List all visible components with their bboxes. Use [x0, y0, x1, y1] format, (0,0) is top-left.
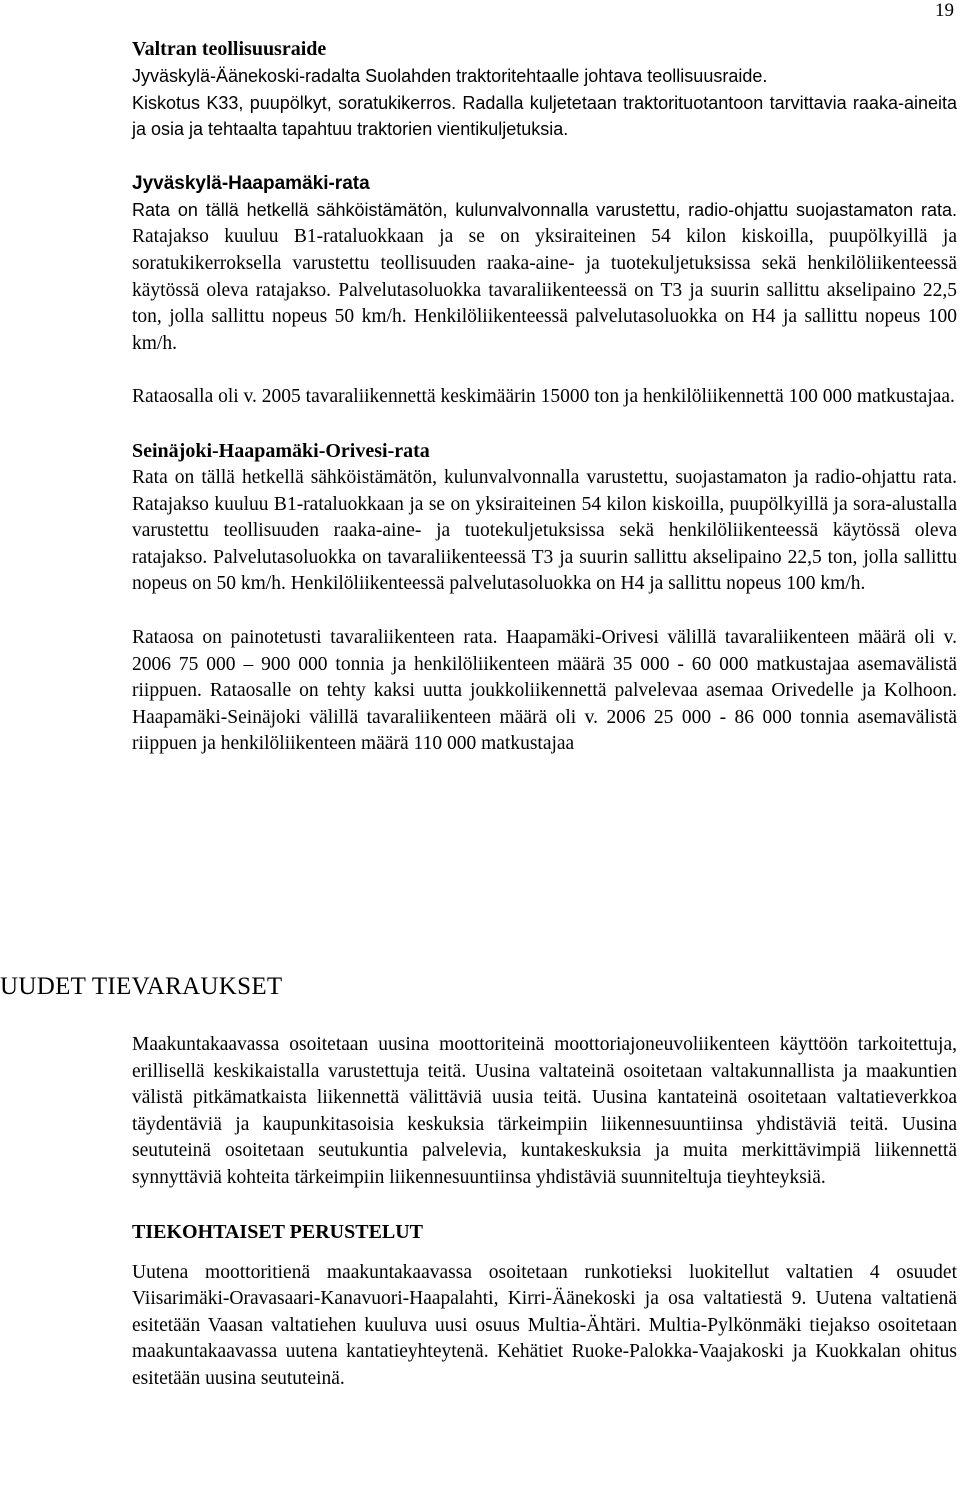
jyvaskyla-paragraph-1a: Rata on tällä hetkellä sähköistämätön, kulunvalvonnalla varustettu, radio-ohjattu suojastamaton rata. — [132, 199, 957, 220]
heading-uudet-tievaraukset: UUDET TIEVARAUKSET — [0, 973, 283, 1000]
tiekohtaiset-paragraph: Uutena moottoritienä maakuntakaavassa osoitetaan runkotieksi luokitellut valtatien 4 osuudet Viisarimäki-Oravasaari-Kanavuori-Haapalahti, Kirri-Äänekoski ja osa valtatiestä 9. Uutena valtatienä esitetään Vaasan valtatiehen kuuluva uusi osuus Multia-Ähtäri. Multia-Pylkönmäki tiejakso osoitetaan maakuntakaavassa uutena kantatieyhteytenä. Kehätiet Ruoke-Palokka-Vaajakoski ja Kuokkalan ohitus esitetään uusina seututeinä. — [132, 1261, 957, 1389]
section-title-valtra: Valtran teollisuusraide — [132, 38, 327, 60]
seinajoki-paragraph-1b: Ratajakso kuuluu B1-rataluokkaan ja se on yksiraiteinen 54 kilon kiskoilla, puupölkyillä ja sora-alustalla varustettu teollisuuden raaka-aine- ja tuotekuljetuksissa sekä henkilöliikenteessä käytössä oleva ratajakso. Palvelutasoluokka on tavaraliikenteessä T3 ja suurin sallittu akselipaino 22,5 ton, jolla sallittu nopeus on 50 km/h. Henkilöliikenteessä palvelutasoluokka on H4 ja sallittu nopeus 100 km/h. — [132, 493, 957, 595]
section-title-seinajoki: Seinäjoki-Haapamäki-Orivesi-rata — [132, 439, 430, 462]
spacer — [132, 1192, 957, 1219]
valtra-line2: Kiskotus K33, puupölkyt, soratukikerros. Radalla kuljetetaan traktorituotantoon tarvittavia raaka-aineita ja osia ja tehtaalta tapahtuu traktorien vientikuljetuksia. — [132, 92, 957, 140]
jyvaskyla-paragraph-2: Rataosalla oli v. 2005 tavaraliikennettä keskimäärin 15000 ton ja henkilöliikennettä 100 000 matkustajaa. — [132, 386, 955, 408]
jyvaskyla-paragraph-1b: Ratajakso kuuluu B1-rataluokkaan ja se on yksiraiteinen 54 kilon kiskoilla, puupölkyillä ja soratukikerroksella varustettu teollisuuden raaka-aine- ja tuotekuljetuksissa sekä henkilöliikenteessä käytössä oleva ratajakso. Palvelutasoluokka tavaraliikenteessä on T3 ja suurin sallittu akselipaino 22,5 ton, jolla sallittu nopeus 50 km/h. Henkilöliikenteessä palvelutasoluokka on H4 ja sallittu nopeus 100 km/h. — [132, 226, 957, 354]
spacer — [132, 411, 957, 438]
document-body — [132, 36, 957, 758]
spacer — [132, 598, 957, 625]
document-body-lower — [132, 1032, 957, 1393]
uudet-paragraph: Maakuntakaavassa osoitetaan uusina moottoriteinä moottoriajoneuvoliikenteen käyttöön tarkoitettuja, erillisellä keskikaistalla varustettuja teitä. Uusina valtateinä osoitetaan valtakunnallista ja maakuntien välistä pitkämatkaista liikennettä välittäviä uusia teitä. Uusina kantateinä osoitetaan valtatieverkkoa täydentäviä ja kaupunkitasoisia keskuksia tärkeimpiin liikennesuuntiinsa yhdistäviä teitä. Uusina seututeinä osoitetaan seutukuntia palvelevia, kuntakeskuksia ja muita merkittävimpiä liikennettä synnyttäviä kohteita tärkeimpiin liikennesuuntiinsa yhdistäviä suunniteltuja tieyhteyksiä. — [132, 1034, 957, 1188]
spacer — [132, 1246, 957, 1260]
section-title-tiekohtaiset: TIEKOHTAISET PERUSTELUT — [132, 1220, 424, 1243]
valtra-line1: Jyväskylä-Äänekoski-radalta Suolahden traktoritehtaalle johtava teollisuusraide. — [132, 66, 768, 86]
section-title-jyvaskyla-haapamaki: Jyväskylä-Haapamäki-rata — [132, 172, 370, 194]
spacer — [132, 357, 957, 384]
section-valtra — [132, 36, 957, 143]
seinajoki-paragraph-1 — [132, 465, 957, 598]
seinajoki-paragraph-1a: Rata on tällä hetkellä sähköistämätön, kulunvalvonnalla varustettu, suojastamaton ja radio-ohjattu rata. — [132, 466, 957, 488]
jyvaskyla-paragraph-1 — [132, 197, 957, 358]
page-number: 19 — [935, 0, 954, 21]
spacer — [132, 143, 957, 170]
seinajoki-paragraph-2: Rataosa on painotetusti tavaraliikenteen rata. Haapamäki-Orivesi välillä tavaraliikenteen määrä oli v. 2006 75 000 – 900 000 tonnia ja henkilöliikenteen määrä 35 000 - 60 000 matkustajaa asemavälistä riippuen. Rataosalle on tehty kaksi uutta joukkoliikennettä palvelevaa asemaa Orivedelle ja Kolhoon. Haapamäki-Seinäjoki välillä tavaraliikenteen määrä oli v. 2006 25 000 - 86 000 tonnia asemavälistä riippuen ja henkilöliikenteen määrä 110 000 matkustajaa — [132, 626, 957, 755]
section-jyvaskyla-haapamaki — [132, 170, 957, 411]
section-seinajoki — [132, 438, 957, 758]
